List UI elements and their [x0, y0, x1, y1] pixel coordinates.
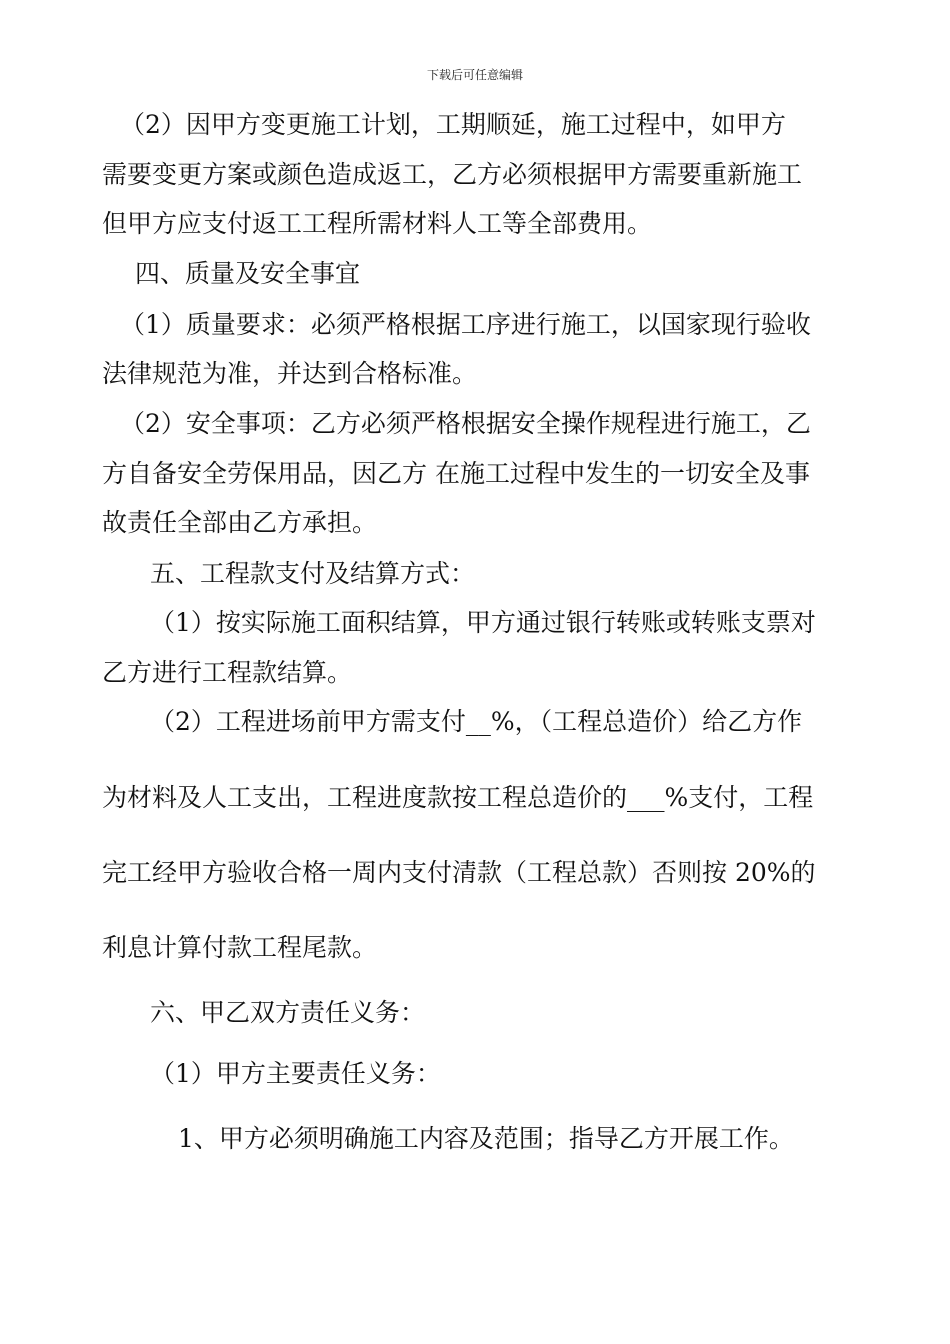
para-line-12: 乙方进行工程款结算。	[102, 658, 353, 687]
section-heading-4: 四、质量及安全事宜	[135, 259, 361, 288]
para-line-5: （1）质量要求：必须严格根据工序进行施工，以国家现行验收	[120, 310, 811, 339]
page-header: 下载后可任意编辑	[426, 68, 523, 82]
para-line-2: 需要变更方案或颜色造成返工，乙方必须根据甲方需要重新施工	[102, 160, 803, 189]
para-line-7: （2）安全事项：乙方必须严格根据安全操作规程进行施工，乙	[120, 409, 811, 438]
para-line-14: 为材料及人工支出，工程进度款按工程总造价的___%支付，工程	[102, 783, 814, 812]
para-line-11: （1）按实际施工面积结算，甲方通过银行转账或转账支票对	[150, 608, 816, 637]
para-line-8: 方自备安全劳保用品，因乙方 在施工过程中发生的一切安全及事	[102, 459, 810, 488]
para-line-9: 故责任全部由乙方承担。	[102, 508, 378, 537]
para-line-13: （2）工程进场前甲方需支付__%，（工程总造价）给乙方作	[150, 707, 803, 736]
section-heading-5: 五、工程款支付及结算方式：	[150, 559, 476, 588]
para-line-16: 利息计算付款工程尾款。	[102, 933, 378, 962]
section-heading-6: 六、甲乙双方责任义务：	[150, 998, 426, 1027]
para-line-6: 法律规范为准，并达到合格标准。	[102, 359, 478, 388]
para-line-1: （2）因甲方变更施工计划，工期顺延，施工过程中，如甲方	[120, 110, 786, 139]
para-line-18: （1）甲方主要责任义务：	[150, 1059, 441, 1088]
para-line-19: 1、甲方必须明确施工内容及范围；指导乙方开展工作。	[178, 1124, 794, 1153]
para-line-3: 但甲方应支付返工工程所需材料人工等全部费用。	[102, 209, 653, 238]
para-line-15: 完工经甲方验收合格一周内支付清款（工程总款）否则按 20%的	[102, 858, 816, 887]
